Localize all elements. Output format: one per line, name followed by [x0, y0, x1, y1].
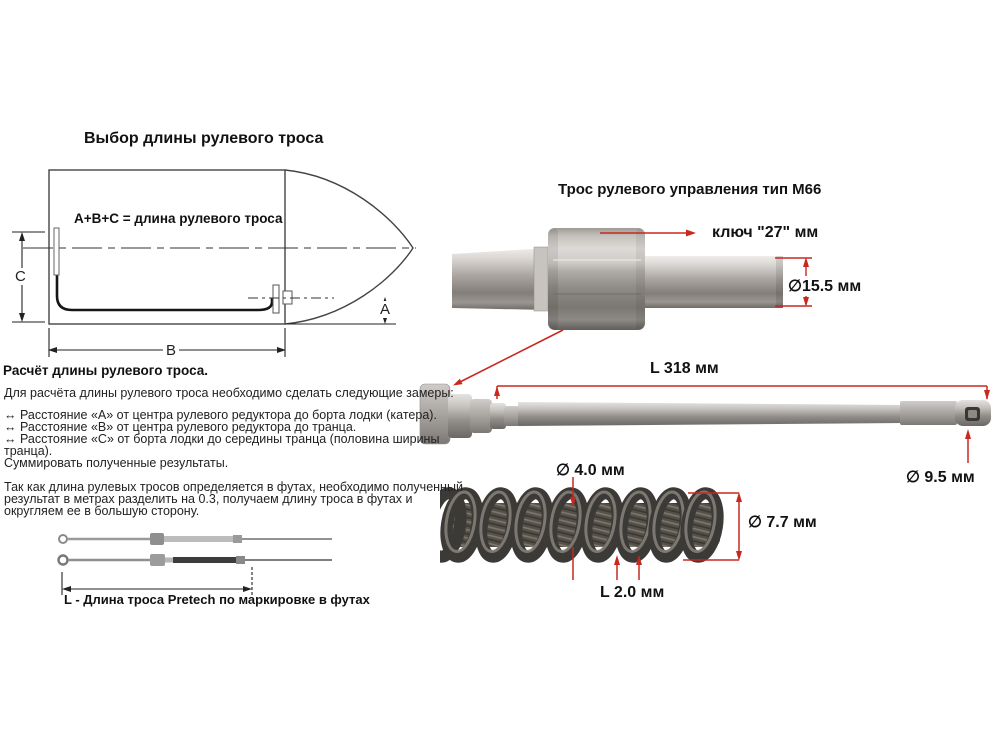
note-line: округляем ее в большую сторону. — [4, 504, 200, 518]
wrench-size-label: ключ "27" мм — [712, 224, 819, 241]
coil-diameter-label: ∅ 7.7 мм — [748, 514, 817, 531]
rod-sleeve — [900, 401, 957, 425]
shaft-right — [645, 256, 783, 308]
rod-end-hole-pin — [968, 410, 977, 418]
rod-fitting-4 — [504, 406, 520, 426]
shaft-ring — [534, 247, 548, 311]
rod-fitting-2 — [470, 399, 492, 433]
cable-drawing-dark — [59, 554, 333, 566]
dim-c-label: C — [12, 268, 29, 285]
outer-diameter-label: ∅15.5 мм — [788, 278, 862, 295]
boat-diagram — [0, 160, 440, 370]
cable-caption: L - Длина троса Pretech по маркировке в футах — [64, 592, 370, 607]
rod-shaft — [518, 402, 901, 426]
coil-wraps — [440, 490, 722, 559]
note-line: результат в метрах разделить на 0.3, получаем длину троса в футах и — [4, 492, 413, 506]
hex-nut — [548, 228, 645, 330]
cable-drawing-light — [59, 533, 332, 545]
bullet-line: ↔ Расстояние «С» от борта лодки до середины транца (половина ширины — [4, 432, 440, 446]
c-arrow-up — [19, 232, 25, 241]
wrench-arrow-head — [686, 230, 696, 237]
left-title: Выбор длины рулевого троса — [84, 130, 324, 147]
cable-l-dimension — [62, 567, 252, 595]
boat-bow-outline — [285, 170, 413, 324]
bullet-line: ↔ Расстояние «А» от центра рулевого редуктора до борта лодки (катера). — [4, 408, 437, 422]
c-arrow-down — [19, 313, 25, 322]
intro-line: Для расчёта длины рулевого троса необходимо сделать следующие замеры: — [4, 386, 454, 400]
rod-length-label: L 318 мм — [650, 360, 719, 377]
helm-icon — [54, 228, 59, 275]
dim-b-label: B — [163, 342, 179, 359]
bullet-line: транца). — [4, 444, 53, 458]
pitch-arrow-1 — [614, 555, 620, 565]
bullet-line: Суммировать полученные результаты. — [4, 456, 229, 470]
hex-nut-chamfer-right — [636, 228, 645, 330]
coil-pitch-dimension — [617, 562, 639, 580]
coil-pitch-label: L 2.0 мм — [600, 584, 665, 601]
hex-nut-chamfer-left — [548, 228, 558, 330]
formula-label: А+В+С = длина рулевого троса — [74, 211, 283, 226]
shaft-right-end-shade — [776, 256, 783, 308]
shaft-left — [452, 248, 548, 310]
tip-diameter-arrow-head — [965, 429, 971, 439]
rod-fitting-3 — [490, 403, 506, 429]
dim-a-label: A — [377, 301, 393, 318]
rod-len-arrow-left — [494, 386, 500, 396]
rod-fitting-1 — [448, 394, 472, 438]
rod-len-arrow-right — [984, 390, 990, 400]
rod-length-dimension — [497, 386, 987, 399]
core-diameter-label: ∅ 4.0 мм — [556, 462, 625, 479]
bullet-line: ↔ Расстояние «В» от центра рулевого редуктора до транца. — [4, 420, 357, 434]
motor-plate-icon — [273, 285, 279, 313]
calc-heading: Расчёт длины рулевого троса. — [3, 363, 209, 378]
tip-diameter-label: ∅ 9.5 мм — [906, 469, 975, 486]
steering-cable-path — [57, 232, 272, 310]
right-title: Трос рулевого управления тип М66 — [558, 181, 822, 198]
boat-stern-outline — [49, 170, 285, 324]
note-line: Так как длина рулевых тросов определяется в футах, необходимо полученный — [4, 480, 463, 494]
